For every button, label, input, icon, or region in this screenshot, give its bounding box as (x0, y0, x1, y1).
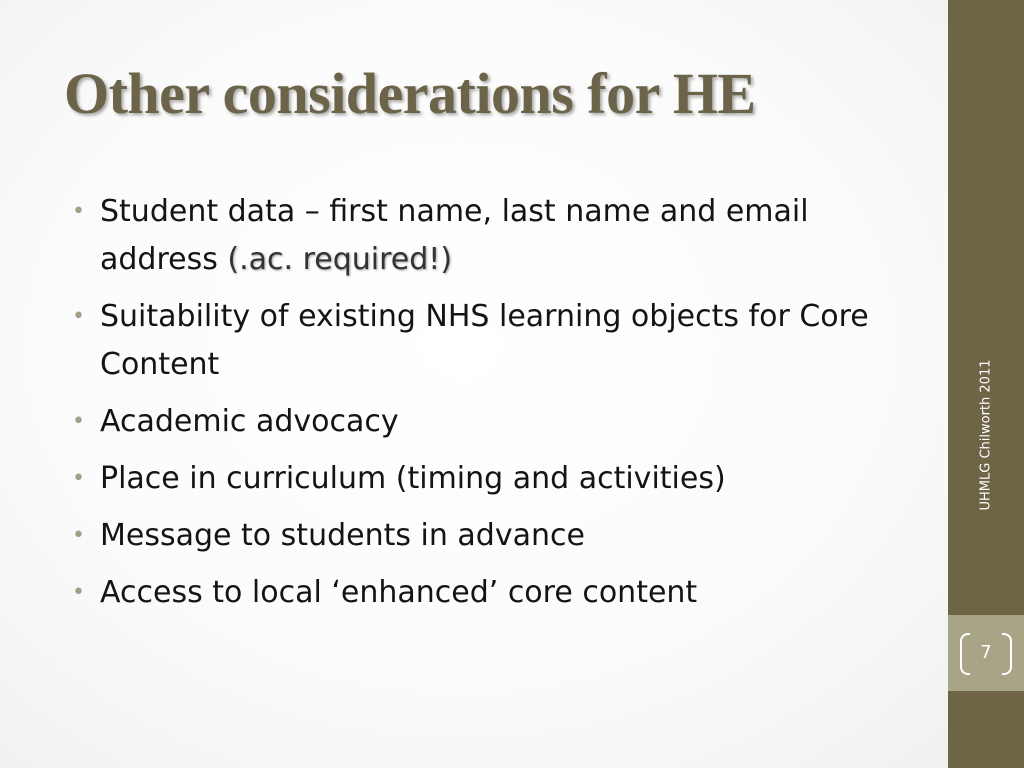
bullet-dot-icon: • (72, 580, 85, 605)
bullet-text: Message to students in advance (100, 518, 585, 553)
bullet-text: Access to local ‘enhanced’ core content (100, 575, 698, 610)
bullet-item (72, 188, 872, 284)
bullet-dot-icon: • (72, 409, 85, 434)
page-number-band (948, 615, 1024, 691)
bullet-dot-icon: • (72, 199, 85, 224)
bullet-item (72, 398, 872, 446)
bullet-text: Place in curriculum (timing and activities) (100, 461, 726, 496)
bullet-dot-icon: • (72, 466, 85, 491)
bullet-item (72, 455, 872, 503)
right-bracket-icon (1002, 633, 1012, 675)
bullet-item (72, 293, 872, 389)
page-number-frame (956, 633, 1016, 673)
slide-title: Other considerations for HE (64, 61, 756, 126)
bullet-dot-icon: • (72, 523, 85, 548)
bullet-dot-icon: • (72, 304, 85, 329)
footer-text: UHMLG Chilworth 2011 (978, 359, 994, 511)
bullet-text: Suitability of existing NHS learning objects for Core Content (100, 299, 869, 382)
bullet-item (72, 569, 872, 617)
bullet-item (72, 512, 872, 560)
bullet-text: Academic advocacy (100, 404, 399, 439)
left-bracket-icon (960, 633, 970, 675)
bullet-highlight: (.ac. required!) (227, 242, 453, 277)
bullet-text: Student data – first name, last name and email address (100, 194, 809, 277)
page-number: 7 (980, 642, 992, 663)
bullet-list (72, 188, 872, 626)
